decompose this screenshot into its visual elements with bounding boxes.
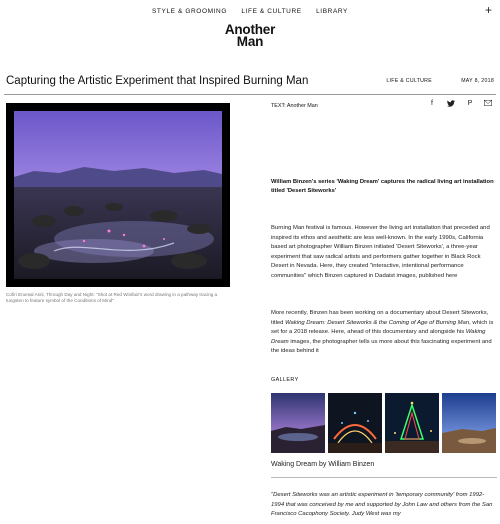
header-divider — [4, 94, 496, 95]
paragraph-2 — [271, 309, 497, 357]
paragraph-2-text-e: images, the photographer tells us more about this fascinating experiment and the ideas behind it — [271, 338, 492, 355]
logo-line-1: Another — [224, 22, 276, 37]
pinterest-icon[interactable]: P — [467, 100, 473, 107]
article-lead: William Binzen's series 'Waking Dream' captures the radical living art installation titled 'Desert Siteworks' — [271, 179, 494, 194]
nav-library[interactable]: LIBRARY — [316, 8, 348, 15]
image-caption: Cofiri Eruesal Asrii, Through Day and Night: "Shot at Red Winifaiz's word drawing in a pathway tracing a tungsten to feature symbol of the Conditions of Mind" — [6, 292, 218, 304]
hero-image — [14, 111, 222, 279]
twitter-icon[interactable] — [446, 100, 456, 109]
logo-line-2: Man — [236, 34, 264, 49]
gallery-thumb-2[interactable] — [328, 393, 382, 453]
series-title: Waking Dream — [271, 329, 486, 345]
paragraph-2-text-c: , which is set for a 2018 release. Here, ahead of this documentary and alongside his — [271, 319, 494, 336]
gallery-thumb-1[interactable] — [271, 393, 325, 453]
plus-icon[interactable]: + — [484, 3, 492, 17]
facebook-icon[interactable]: f — [431, 100, 433, 107]
publish-date: MAY 8, 2018 — [461, 78, 494, 84]
gallery-divider — [271, 477, 497, 478]
gallery-thumb-3[interactable] — [385, 393, 439, 453]
article-quote: "Desert Siteworks was an artistic experiment in 'temporary community' from 1992-1994 that was conceived by me and supported by John Law and others from the San Francisco Cacophony Society. Judy West was my — [271, 492, 493, 518]
documentary-title: Waking Dream: Desert Siteworks & the Coming of Age of Burning Man — [285, 319, 470, 326]
paragraph-1: Burning Man festival is famous. However the living art installation that preceded and inspired its ethos and aesthetic are less well-known. In the early 1990s, California based art photographer William Binzen initiated 'Desert Siteworks', a three-year experiment that saw radical artists and performers gather together in Black Rock Desert in Nevada. Here, they created "interactive, intentional performance communities" which Binzen captured in Dadaist images, published here — [271, 225, 490, 279]
article-header — [6, 75, 494, 89]
page-title: Capturing the Artistic Experiment that Inspired Burning Man — [6, 75, 309, 87]
gallery-title[interactable]: Waking Dream by William Binzen — [271, 461, 375, 468]
nav-style-grooming[interactable]: STYLE & GROOMING — [152, 8, 227, 15]
hero-image-frame[interactable] — [6, 103, 230, 287]
byline: TEXT: Another Man — [271, 103, 318, 109]
top-nav — [0, 8, 500, 15]
gallery-thumb-4[interactable] — [442, 393, 496, 453]
paragraph-2-text-a: More recently, Binzen has been working on a documentary about Desert Siteworks, titled — [271, 310, 489, 326]
site-logo[interactable] — [0, 24, 500, 48]
nav-life-culture[interactable]: LIFE & CULTURE — [241, 8, 302, 15]
gallery-label: GALLERY — [271, 377, 299, 383]
email-icon[interactable] — [483, 100, 493, 108]
category-link[interactable]: LIFE & CULTURE — [386, 78, 432, 84]
